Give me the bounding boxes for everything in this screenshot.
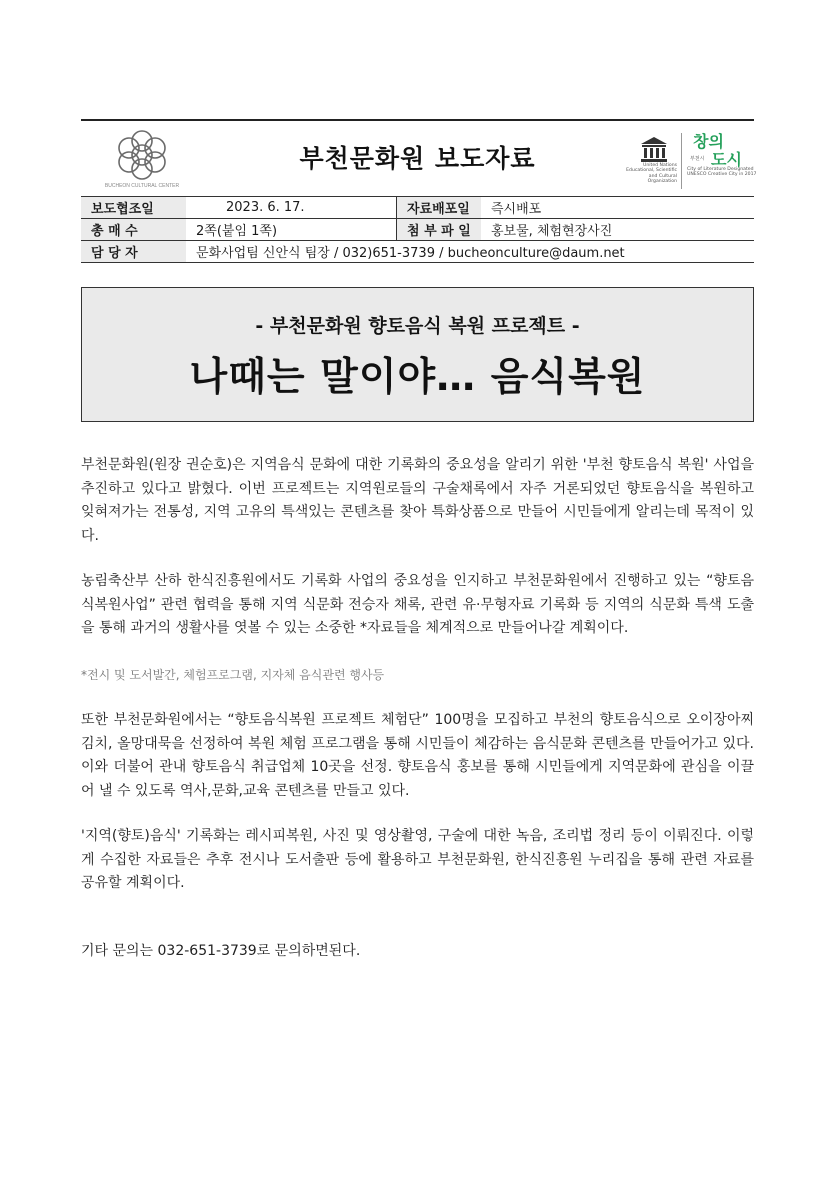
body-footnote: *전시 및 도서발간, 체험프로그램, 지자체 음식관련 행사등 xyxy=(81,668,385,682)
body-paragraph-1: 부천문화원(원장 권순호)은 지역음식 문화에 대한 기록화의 중요성을 알리기 위한 '부천 향토음식 복원' 사업을 추진하고 있다고 밝혔다. 이번 프로젝트는 지역원로들의 구술채록에서 자주 거론되었던 향토음식을 복원하고 잊혀져가는 전통성, 지역 고유의 특색있는 콘텐츠를 찾아 특화상품으로 만들어 시민들에게 알리는데 목적이 있다. xyxy=(81,457,754,544)
creative-city-word-2: 도시 xyxy=(711,150,742,169)
meta-row-dates xyxy=(81,197,754,219)
pages-value: 2쪽(붙임 1쪽) xyxy=(186,219,397,241)
headline-main: 나때는 말이야… 음식복원 xyxy=(189,355,646,400)
logo-caption: BUCHEON CULTURAL CENTER xyxy=(104,183,180,189)
logo-divider xyxy=(681,133,682,189)
release-date-value: 2023. 6. 17. xyxy=(186,197,397,219)
body-paragraph-5: 기타 문의는 032-651-3739로 문의하면된다. xyxy=(81,943,361,959)
unesco-temple-icon xyxy=(639,135,669,163)
headline-subtitle: - 부천문화원 향토음식 복원 프로젝트 - xyxy=(255,315,580,337)
meta-row-contact xyxy=(81,241,754,263)
headline-box xyxy=(81,287,754,422)
creative-city-small: 부천시 xyxy=(690,156,705,162)
release-date-label: 보도협조일 xyxy=(81,197,186,219)
unesco-caption: United Nations Educational, Scientific and Cultural Organization xyxy=(626,163,677,185)
creative-city-caption: City of Literature Designated UNESCO Creative City in 2017 xyxy=(687,167,757,178)
attachment-value: 홍보물, 체험현장사진 xyxy=(481,219,754,241)
body-paragraph-2: 농림축산부 산하 한식진흥원에서도 기록화 사업의 중요성을 인지하고 부천문화원에서 진행하고 있는 “향토음식복원사업” 관련 협력을 통해 지역 식문화 전승자 채록, 관련 유·무형자료 기록화 등 지역의 식문화 특색 도출을 통해 과거의 생활사를 엿볼 수 있는 소중한 *자료들을 체계적으로 만들어나갈 계획이다. xyxy=(81,573,754,636)
contact-label: 담 당 자 xyxy=(81,241,186,263)
distribution-label: 자료배포일 xyxy=(397,197,482,219)
body-paragraph-4: '지역(향토)음식' 기록화는 레시피복원, 사진 및 영상촬영, 구술에 대한 녹음, 조리법 정리 등이 이뤄진다. 이렇게 수집한 자료들은 추후 전시나 도서출판 등에 활용하고 부천문화원, 한식진흥원 누리집을 통해 관련 자료를 공유할 계획이다. xyxy=(81,828,754,891)
distribution-value: 즉시배포 xyxy=(481,197,754,219)
meta-row-pages xyxy=(81,219,754,241)
unesco-creative-city-logo xyxy=(619,127,759,191)
attachment-label: 첨 부 파 일 xyxy=(397,219,482,241)
creative-city-word-1: 창의 xyxy=(693,132,724,151)
pages-label: 총 매 수 xyxy=(81,219,186,241)
body-paragraph-3: 또한 부천문화원에서는 “향토음식복원 프로젝트 체험단” 100명을 모집하고 부천의 향토음식으로 오이장아찌김치, 올망대묵을 선정하여 복원 체험 프로그램을 통해 시민들이 체감하는 음식문화 콘텐츠를 만들어가고 있다. 이와 더불어 관내 향토음식 취급업체 10곳을 선정. 향토음식 홍보를 통해 시민들에게 지역문화에 관심을 이끌어 낼 수 있도록 역사,문화,교육 콘텐츠를 만들고 있다. xyxy=(81,712,754,799)
document-title: 부천문화원 보도자료 xyxy=(299,144,536,173)
document-header xyxy=(81,121,757,195)
press-info-table xyxy=(81,196,754,263)
creative-city-mark xyxy=(687,129,747,169)
contact-value: 문화사업팀 신안식 팀장 / 032)651-3739 / bucheonculture@daum.net xyxy=(186,241,754,263)
